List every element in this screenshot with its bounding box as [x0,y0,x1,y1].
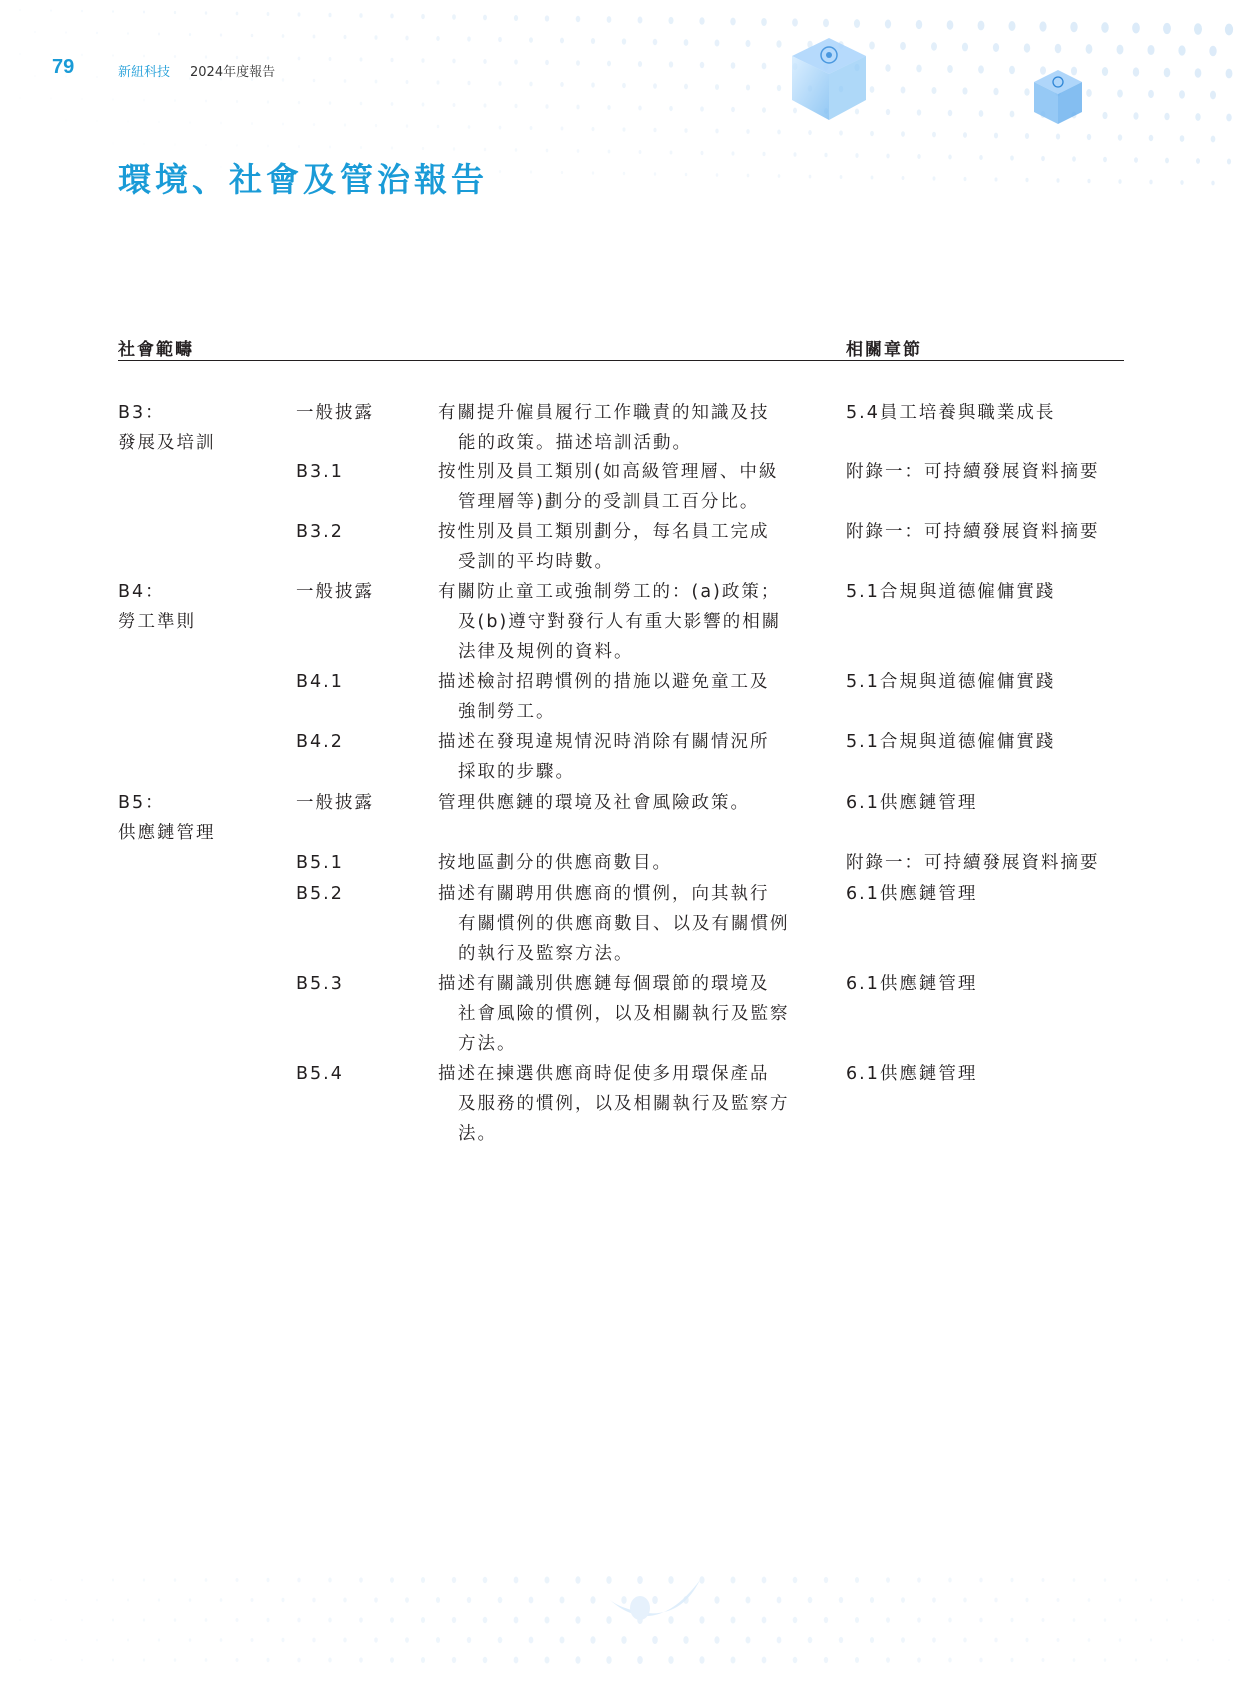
indicator-code: 一般披露 [296,403,374,423]
related-section: 5.1合規與道德僱傭實踐 [846,672,1056,692]
category-name: 發展及培訓 [118,433,216,453]
related-section: 6.1供應鏈管理 [846,974,978,994]
category-code: B4： [118,582,165,602]
description-line: 按性別及員工類別(如高級管理層、中級 [438,462,779,482]
report-name: 2024年度報告 [190,65,276,80]
category-code: B5： [118,793,165,813]
disclosure-description [438,517,828,577]
description-line: 社會風險的慣例，以及相關執行及監察 [458,1004,790,1024]
indicator-code: 一般披露 [296,793,374,813]
disclosure-description [438,848,828,878]
related-section: 5.1合規與道德僱傭實踐 [846,732,1056,752]
related-section: 附錄一：可持續發展資料摘要 [846,522,1100,542]
description-line: 描述在發現違規情況時消除有關情況所 [438,732,770,752]
disclosure-description [438,788,828,818]
indicator-code: 一般披露 [296,582,374,602]
description-line: 方法。 [458,1034,517,1054]
company-name: 新紐科技 [118,65,171,80]
description-line: 能的政策。描述培訓活動。 [458,433,692,453]
description-line: 描述有關識別供應鏈每個環節的環境及 [438,974,770,994]
description-line: 按地區劃分的供應商數目。 [438,853,672,873]
related-section: 5.4員工培養與職業成長 [846,403,1056,423]
category-name: 勞工準則 [118,612,196,632]
disclosure-description [438,969,828,1059]
description-line: 及服務的慣例，以及相關執行及監察方 [458,1094,790,1114]
description-line: 的執行及監察方法。 [458,944,634,964]
disclosure-description [438,577,828,667]
related-section: 5.1合規與道德僱傭實踐 [846,582,1056,602]
disclosure-description [438,457,828,517]
disclosure-description [438,398,828,458]
description-line: 有關提升僱員履行工作職責的知識及技 [438,403,770,423]
indicator-code: B3.2 [296,522,344,542]
page-number: 79 [52,56,75,78]
related-section: 附錄一：可持續發展資料摘要 [846,462,1100,482]
column-header-section: 相關章節 [846,340,922,360]
indicator-code: B5.2 [296,884,344,904]
indicator-code: B5.3 [296,974,344,994]
related-section: 附錄一：可持續發展資料摘要 [846,853,1100,873]
disclosure-description [438,1059,828,1149]
description-line: 有關慣例的供應商數目、以及有關慣例 [458,914,790,934]
description-line: 有關防止童工或強制勞工的：(a)政策； [438,582,781,602]
description-line: 描述在揀選供應商時促使多用環保產品 [438,1064,770,1084]
description-line: 管理層等)劃分的受訓員工百分比。 [458,492,760,512]
indicator-code: B5.1 [296,853,344,873]
description-line: 採取的步驟。 [458,762,575,782]
disclosure-description [438,879,828,969]
description-line: 及(b)遵守對發行人有重大影響的相關 [458,612,782,632]
description-line: 描述檢討招聘慣例的措施以避免童工及 [438,672,770,692]
related-section: 6.1供應鏈管理 [846,793,978,813]
description-line: 描述有關聘用供應商的慣例，向其執行 [438,884,770,904]
description-line: 受訓的平均時數。 [458,552,614,572]
description-line: 法律及規例的資料。 [458,642,634,662]
description-line: 按性別及員工類別劃分，每名員工完成 [438,522,770,542]
indicator-code: B5.4 [296,1064,344,1084]
description-line: 法。 [458,1124,497,1144]
indicator-code: B4.2 [296,732,344,752]
indicator-code: B3.1 [296,462,344,482]
column-header-scope: 社會範疇 [118,340,194,360]
disclosure-description [438,727,828,787]
related-section: 6.1供應鏈管理 [846,884,978,904]
category-code: B3： [118,403,165,423]
category-name: 供應鏈管理 [118,823,216,843]
page-title: 環境、社會及管治報告 [118,160,488,199]
disclosure-description [438,667,828,727]
indicator-code: B4.1 [296,672,344,692]
related-section: 6.1供應鏈管理 [846,1064,978,1084]
description-line: 管理供應鏈的環境及社會風險政策。 [438,793,750,813]
description-line: 強制勞工。 [458,702,556,722]
